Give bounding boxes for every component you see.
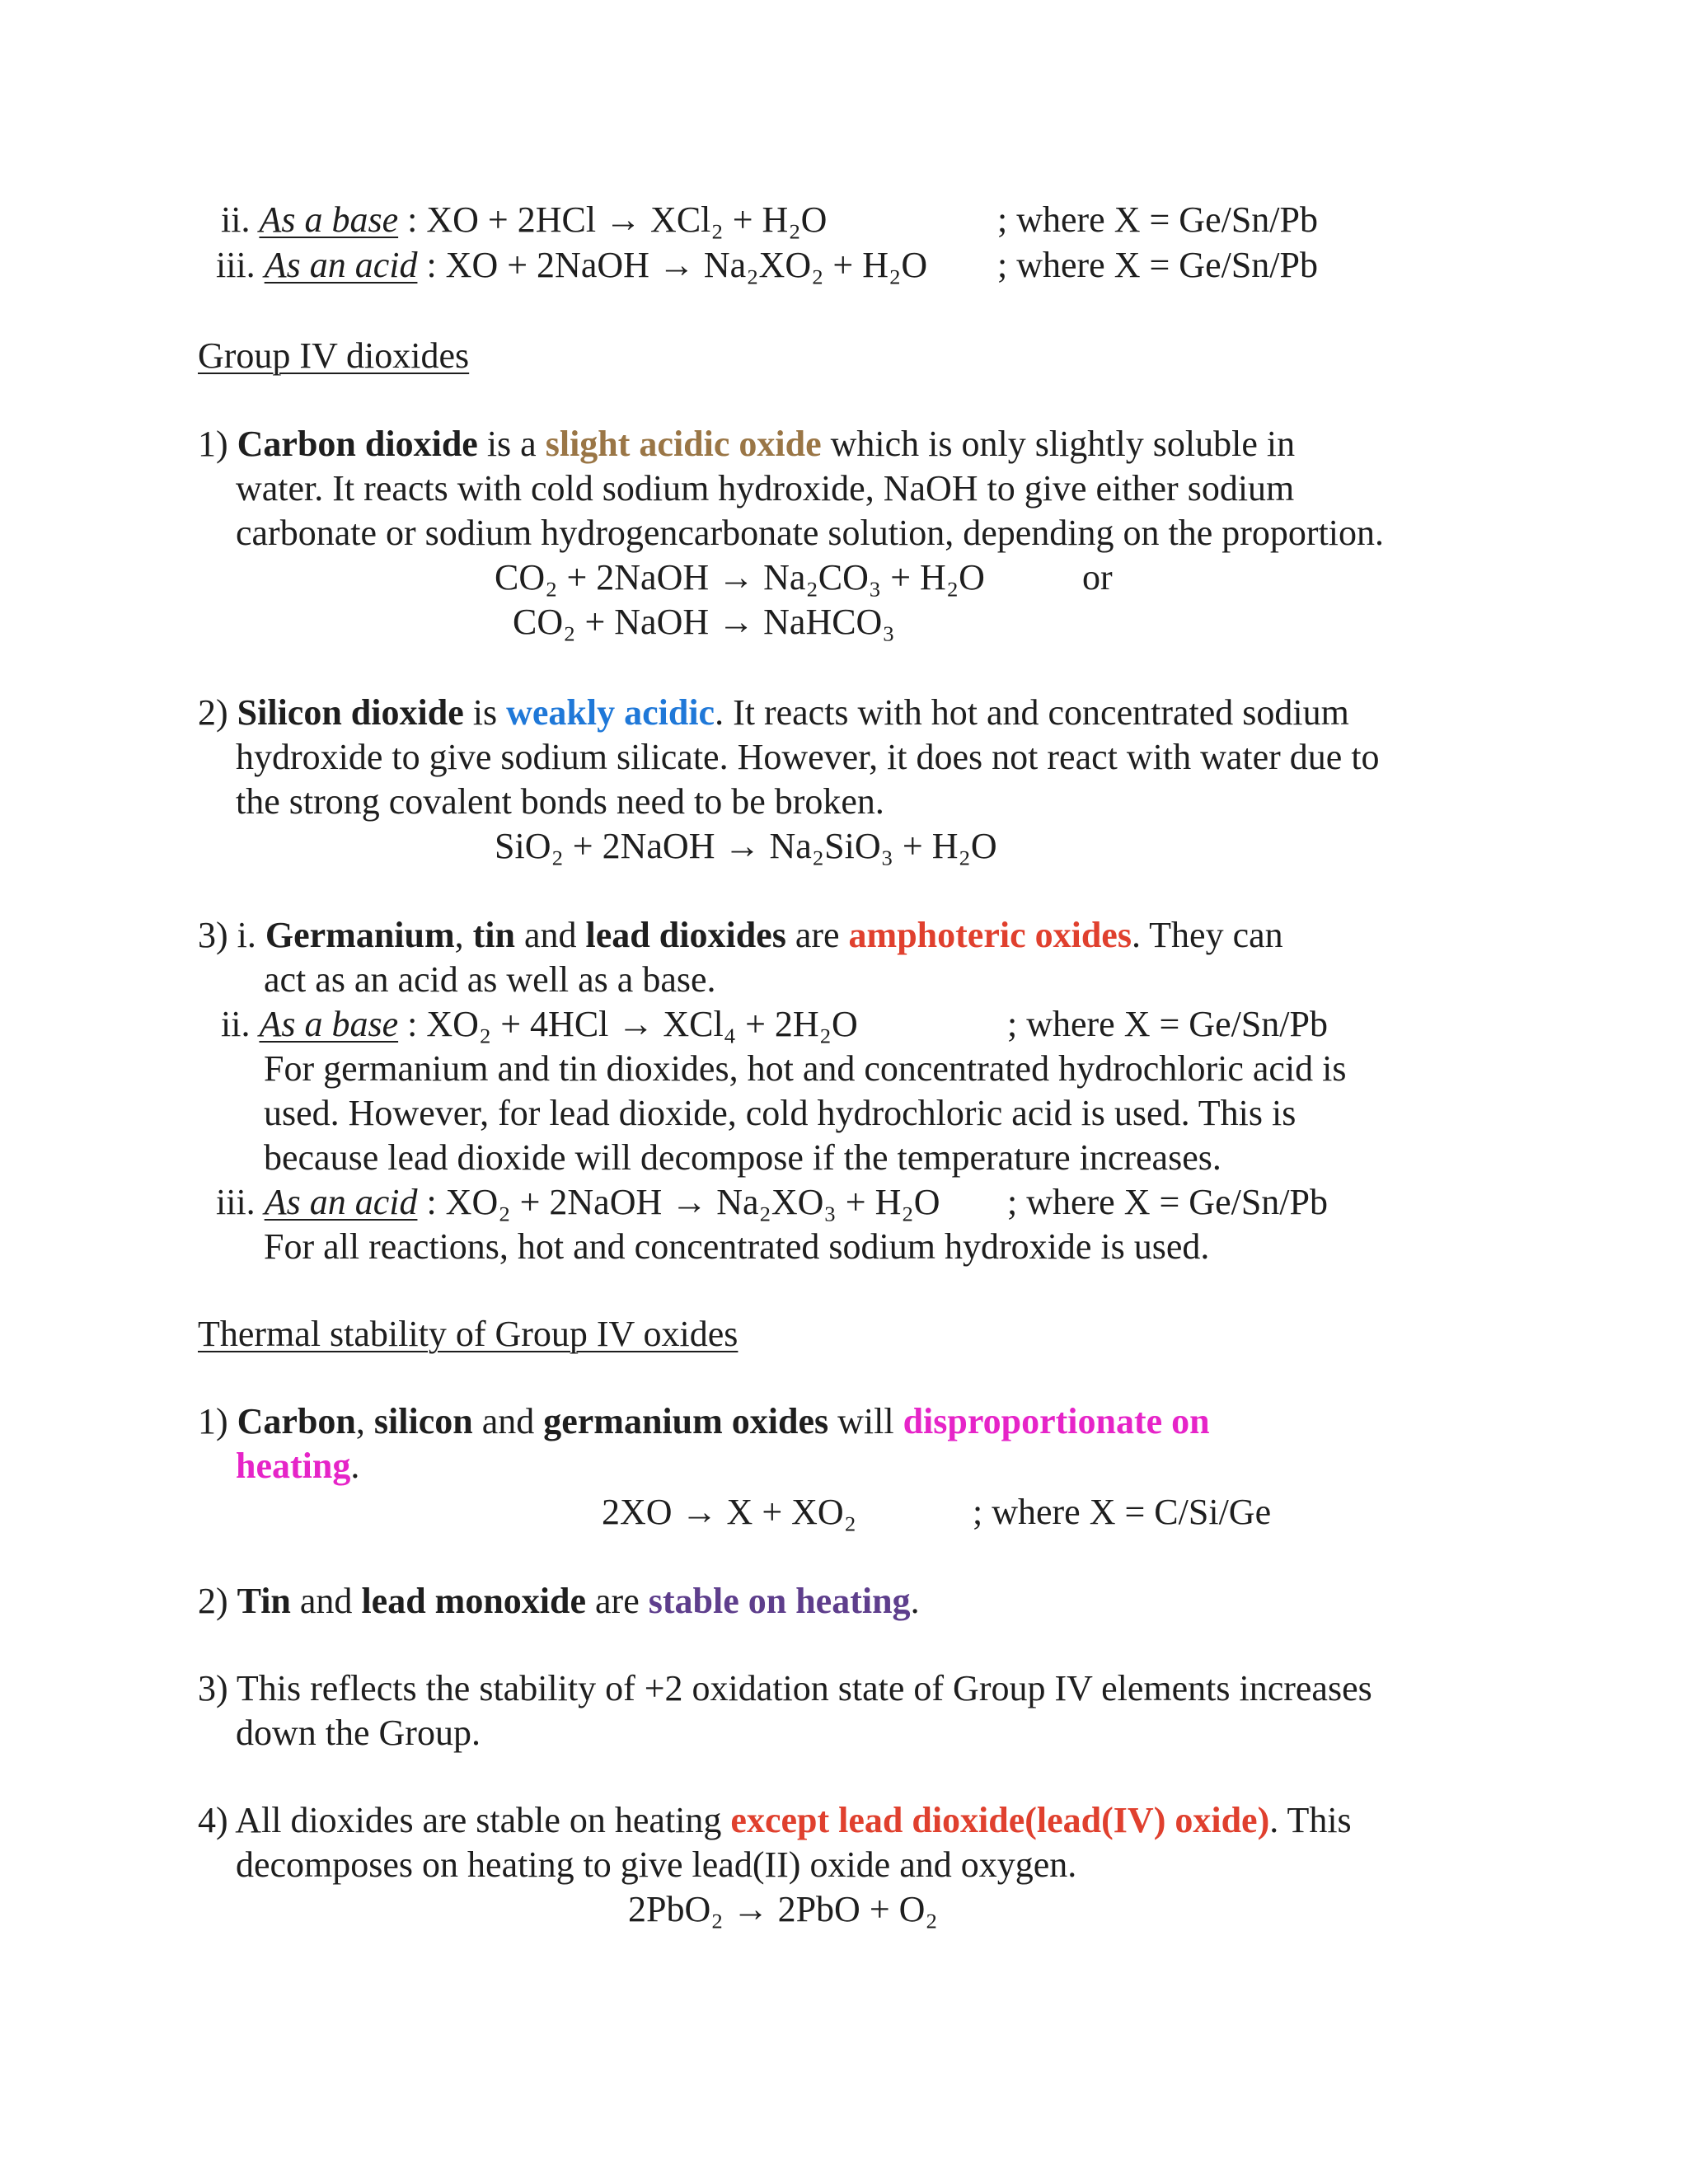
- dioxides-p2-line1: 2) Silicon dioxide is weakly acidic. It reacts with hot and concentrated sodium: [198, 692, 1349, 733]
- dioxides-p3-note2: used. However, for lead dioxide, cold hydrochloric acid is used. This is: [264, 1093, 1296, 1133]
- top-eq-ii-where: ; where X = Ge/Sn/Pb: [997, 199, 1318, 240]
- highlight-disproportionate: disproportionate on: [903, 1401, 1210, 1441]
- top-eq-ii: [221, 198, 827, 242]
- dioxides-p1-eq1: CO₂ + 2NaOH → Na₂CO₃ + H₂O: [495, 557, 985, 598]
- dioxides-p1-line1: 1) Carbon dioxide is a slight acidic oxide which is only slightly soluble in: [198, 424, 1296, 464]
- equation: : XO + 2NaOH → Na₂XO₂ + H₂O: [417, 245, 928, 285]
- thermal-p1-line1: 1) Carbon, silicon and germanium oxides will disproportionate on: [198, 1401, 1210, 1441]
- thermal-p1-line2: heating.: [236, 1446, 360, 1486]
- dioxides-p3-ii: ii. As a base : XO₂ + 4HCl → XCl₄ + 2H₂O: [221, 1004, 858, 1044]
- acid-label: As an acid: [264, 245, 418, 285]
- thermal-p4-eq: 2PbO₂ → 2PbO + O₂: [628, 1889, 938, 1929]
- dioxides-p1-or: or: [1082, 557, 1113, 598]
- dioxides-p3-note4: For all reactions, hot and concentrated sodium hydroxide is used.: [264, 1226, 1210, 1267]
- highlight-weakly-acidic: weakly acidic: [506, 692, 715, 733]
- dioxides-p1-line2: water. It reacts with cold sodium hydroxide, NaOH to give either sodium: [236, 468, 1295, 509]
- list-number: ii.: [221, 199, 251, 240]
- thermal-p4-line2: decomposes on heating to give lead(II) oxide and oxygen.: [236, 1844, 1077, 1885]
- thermal-p3-line2: down the Group.: [236, 1713, 481, 1753]
- dioxides-p3-iii: iii. As an acid : XO₂ + 2NaOH → Na₂XO₃ + H₂O: [216, 1182, 940, 1222]
- dioxides-p2-eq: SiO₂ + 2NaOH → Na₂SiO₃ + H₂O: [495, 826, 997, 866]
- dioxides-p2-line3: the strong covalent bonds need to be broken.: [236, 781, 884, 822]
- highlight-amphoteric: amphoteric oxides: [848, 915, 1132, 955]
- equation: : XO + 2HCl → XCl₂ + H₂O: [398, 199, 828, 240]
- top-eq-iii-where: ; where X = Ge/Sn/Pb: [997, 245, 1318, 285]
- top-eq-iii: [216, 243, 927, 288]
- dioxides-p3-line2: act as an acid as well as a base.: [264, 959, 716, 1000]
- section-heading-dioxides: Group IV dioxides: [198, 335, 470, 376]
- highlight-stable-on-heating: stable on heating: [648, 1581, 911, 1621]
- section-heading-thermal: Thermal stability of Group IV oxides: [198, 1314, 738, 1354]
- dioxides-p2-line2: hydroxide to give sodium silicate. However, it does not react with water due to: [236, 737, 1380, 777]
- base-label: As a base: [259, 199, 399, 240]
- dioxides-p1-eq2: CO₂ + NaOH → NaHCO₃: [513, 602, 895, 642]
- highlight-slight-acidic: slight acidic oxide: [545, 424, 822, 464]
- highlight-except-lead-dioxide: except lead dioxide(lead(IV) oxide): [730, 1800, 1270, 1840]
- thermal-p2: 2) Tin and lead monoxide are stable on heating.: [198, 1581, 920, 1621]
- thermal-p3-line1: 3) This reflects the stability of +2 oxidation state of Group IV elements increases: [198, 1668, 1372, 1708]
- dioxides-p3-note3: because lead dioxide will decompose if the temperature increases.: [264, 1137, 1221, 1178]
- dioxides-p1-line3: carbonate or sodium hydrogencarbonate solution, depending on the proportion.: [236, 513, 1384, 553]
- thermal-p4-line1: 4) All dioxides are stable on heating except lead dioxide(lead(IV) oxide). This: [198, 1800, 1352, 1840]
- thermal-p1-eq: 2XO → X + XO₂: [602, 1492, 857, 1532]
- list-number: iii.: [216, 245, 256, 285]
- dioxides-p3-ii-where: ; where X = Ge/Sn/Pb: [1007, 1004, 1328, 1044]
- thermal-p1-where: ; where X = C/Si/Ge: [973, 1492, 1272, 1532]
- dioxides-p3-line1: 3) i. Germanium, tin and lead dioxides are amphoteric oxides. They can: [198, 915, 1283, 955]
- dioxides-p3-iii-where: ; where X = Ge/Sn/Pb: [1007, 1182, 1328, 1222]
- dioxides-p3-note1: For germanium and tin dioxides, hot and concentrated hydrochloric acid is: [264, 1048, 1347, 1089]
